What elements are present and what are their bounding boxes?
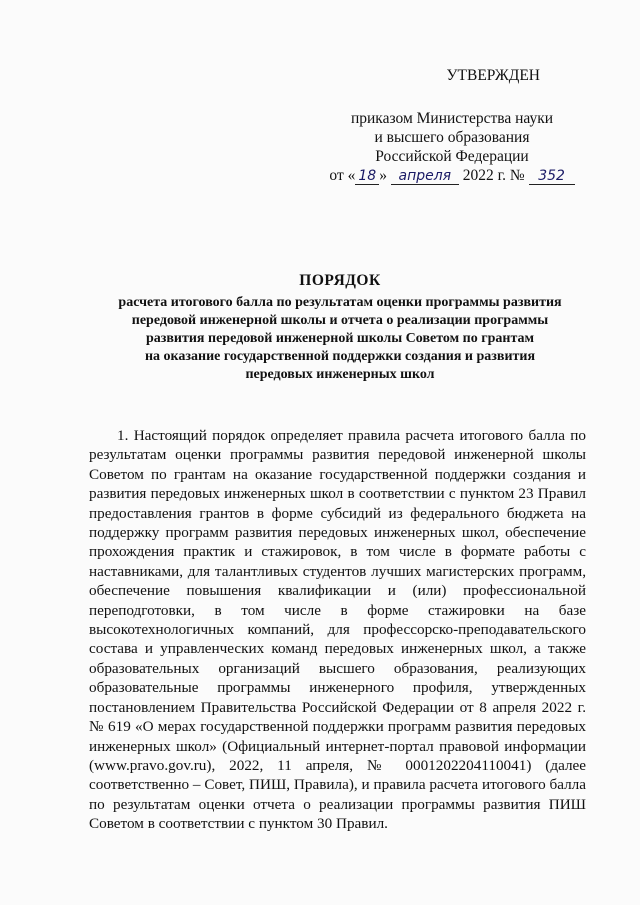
handwritten-number: 352 (529, 168, 575, 185)
heading-line-3: развития передовой инженерной школы Советом по грантам (145, 331, 535, 346)
handwritten-day: 18 (355, 168, 379, 185)
approval-line-1: приказом Министерства науки (350, 110, 554, 127)
heading-line-1: расчета итогового балла по результатам оценки программы развития (118, 295, 562, 310)
heading-line-5: передовых инженерных школ (245, 367, 435, 382)
document-body (89, 426, 586, 834)
approval-block (322, 66, 582, 185)
document-heading (60, 272, 620, 384)
heading-line-2: передовой инженерной школы и отчета о реализации программы (131, 313, 549, 328)
paragraph-1: 1. Настоящий порядок определяет правила расчета итогового балла по результатам оценки программы развития передовой инженерной школы Советом по грантам на оказание государственной поддержки создания и развития передовых инженерных школ в соответствии с пунктом 23 Правил предоставления грантов в форме субсидий из федерального бюджета на поддержку программ развития передовых инженерных школ, обеспечение прохождения практик и стажировок, в том числе в формате работы с наставниками, для талантливых студентов лучших магистерских программ, обеспечение повышения квалификации и (или) профессиональной переподготовки, в том числе в форме стажировки на базе высокотехнологичных компаний, для профессорско-преподавательского состава и управленческих команд передовых инженерных школ, а также образовательных организаций высшего образования, реализующих образовательные программы инженерного профиля, утвержденных постановлением Правительства Российской Федерации от 8 апреля 2022 г. № 619 «О мерах государственной поддержки программ развития передовых инженерных школ» (Официальный интернет-портал правовой информации (www.pravo.gov.ru), 2022, 11 апреля, № 0001202204110041) (далее соответственно – Совет, ПИШ, Правила), и правила расчета итогового балла по результатам оценки отчета о реализации программы развития ПИШ Советом в соответствии с пунктом 30 Правил. (89, 427, 586, 833)
date-year: 2022 г. № (462, 167, 525, 184)
date-prefix: от « (329, 167, 356, 184)
handwritten-month: апреля (391, 168, 459, 185)
approval-line-2: и высшего образования (374, 129, 530, 146)
date-mid: » (379, 167, 387, 184)
heading-line-4: на оказание государственной поддержки создания и развития (144, 349, 536, 364)
approval-line-3: Российской Федерации (375, 148, 529, 165)
heading-title: ПОРЯДОК (299, 272, 381, 289)
approval-date-line (322, 166, 582, 185)
approval-title: УТВЕРЖДЕН (446, 67, 540, 84)
